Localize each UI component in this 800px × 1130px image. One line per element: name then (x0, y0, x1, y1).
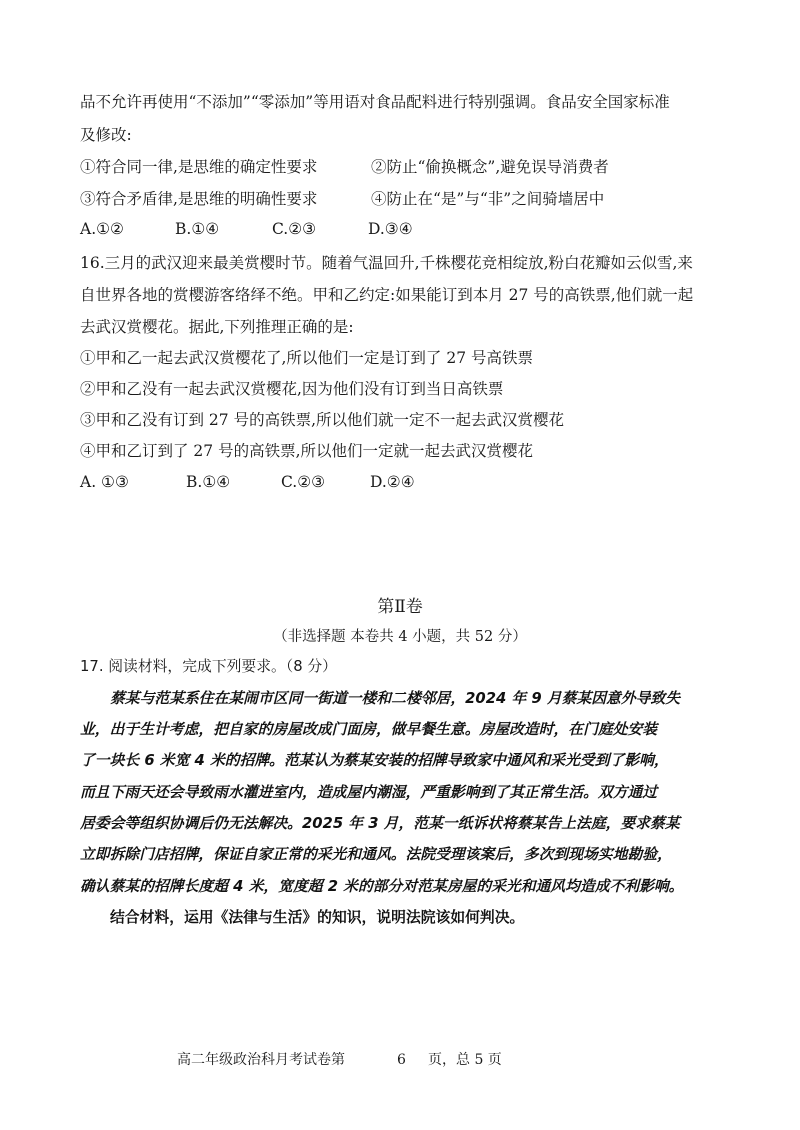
q17-stem: 17. 阅读材料，完成下列要求。（8 分） (80, 658, 337, 675)
q15-stem-line-1: 品不允许再使用“不添加”“零添加”等用语对食品配料进行特别强调。食品安全国家标准 (80, 93, 670, 111)
q16-option-a: A. ①③ (80, 473, 129, 491)
q17-material-line-3: 了一块长 6 米宽 4 米的招牌。范某认为蔡某安装的招牌导致家中通风和采光受到了影响， (80, 752, 669, 769)
q15-stem-line-2: 及修改: (80, 126, 132, 144)
q17-material-line-5: 居委会等组织协调后仍无法解决。2025 年 3 月，范某一纸诉状将蔡某告上法庭，要求蔡某 (80, 815, 680, 832)
q16-option-b: B.①④ (186, 473, 231, 491)
q15-statement-3: ③符合矛盾律,是思维的明确性要求 (80, 190, 318, 208)
q15-statement-1: ①符合同一律,是思维的确定性要求 (80, 158, 318, 176)
q17-material-line-6: 立即拆除门店招牌，保证自家正常的采光和通风。法院受理该案后，多次到现场实地勘验， (80, 846, 672, 863)
section-title: 第Ⅱ卷 (377, 597, 423, 617)
q16-option-d: D.②④ (370, 473, 415, 491)
q16-statement-4: ④甲和乙订到了 27 号的高铁票,所以他们一定就一起去武汉赏樱花 (80, 442, 534, 460)
q17-material-line-4: 而且下雨天还会导致雨水灌进室内，造成屋内潮湿，严重影响到了其正常生活。双方通过 (80, 784, 658, 801)
q15-statement-4: ④防止在“是”与“非”之间骑墙居中 (371, 190, 605, 208)
footer-page-number: 6 (397, 1052, 406, 1068)
q16-statement-3: ③甲和乙没有订到 27 号的高铁票,所以他们就一定不一起去武汉赏樱花 (80, 411, 565, 429)
footer-prefix: 高二年级政治科月考试卷第 (177, 1052, 345, 1068)
q17-material-line-7: 确认蔡某的招牌长度超 4 米，宽度超 2 米的部分对范某房屋的采光和通风均造成不利影响。 (80, 878, 684, 895)
q16-option-c: C.②③ (281, 473, 326, 491)
q16-statement-1: ①甲和乙一起去武汉赏樱花了,所以他们一定是订到了 27 号高铁票 (80, 349, 534, 367)
q16-statement-2: ②甲和乙没有一起去武汉赏樱花,因为他们没有订到当日高铁票 (80, 380, 504, 398)
q17-material-line-2: 业，出于生计考虑，把自家的房屋改成门面房，做早餐生意。房屋改造时，在门庭处安装 (80, 721, 658, 738)
q15-option-d: D.③④ (368, 220, 413, 238)
section-subtitle: （非选择题 本卷共 4 小题，共 52 分） (273, 629, 527, 645)
q16-stem-line-3: 去武汉赏樱花。据此,下列推理正确的是: (80, 318, 354, 336)
q15-option-c: C.②③ (272, 220, 317, 238)
q15-option-b: B.①④ (175, 220, 220, 238)
q16-stem-line-1: 16.三月的武汉迎来最美赏樱时节。随着气温回升,千株樱花竞相绽放,粉白花瓣如云似雪,来 (80, 254, 693, 272)
q17-task: 结合材料，运用《法律与生活》的知识，说明法院该如何判决。 (110, 909, 525, 926)
q15-option-a: A.①② (80, 220, 124, 238)
q16-stem-line-2: 自世界各地的赏樱游客络绎不绝。甲和乙约定:如果能订到本月 27 号的高铁票,他们就一起 (80, 286, 694, 304)
q17-material-line-1: 蔡某与范某系住在某闹市区同一街道一楼和二楼邻居，2024 年 9 月蔡某因意外导致失 (110, 690, 681, 707)
q15-statement-2: ②防止“偷换概念”,避免误导消费者 (371, 158, 609, 176)
footer-suffix: 页，总 5 页 (428, 1052, 502, 1068)
